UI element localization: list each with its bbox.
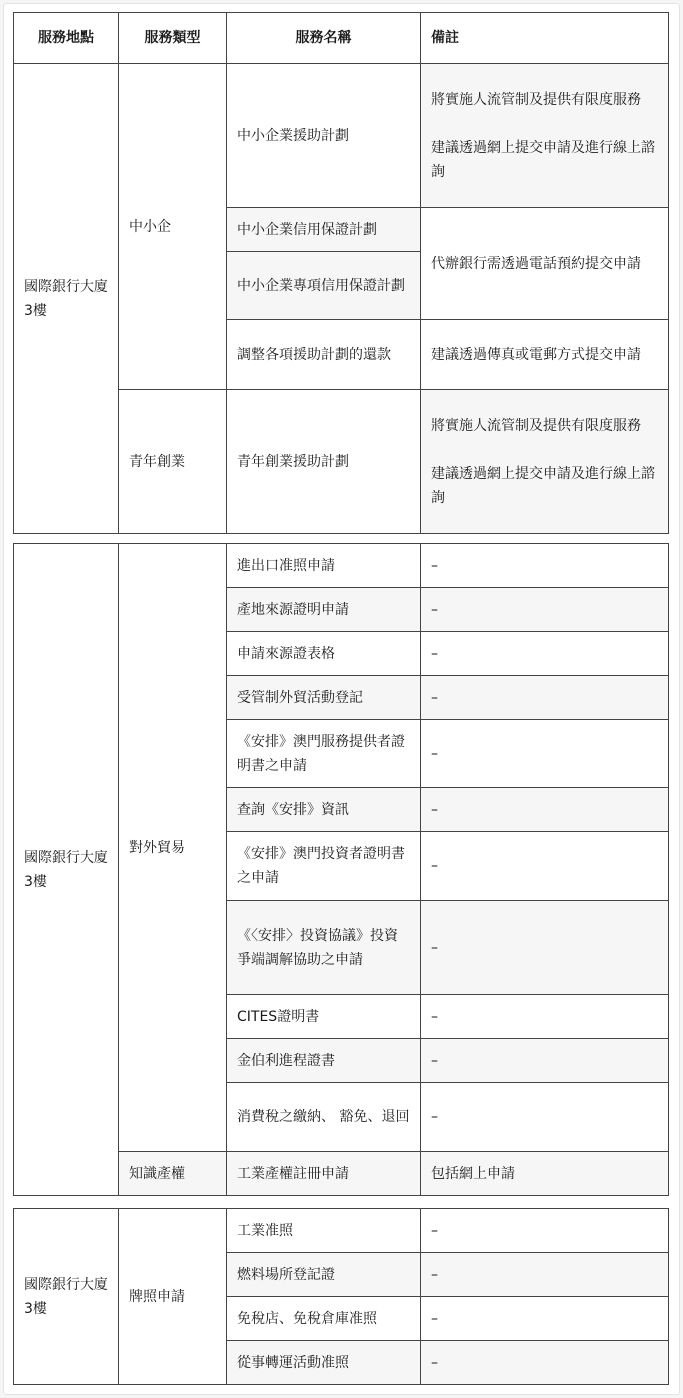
service-name-cell: 中小企業援助計劃 [227,64,421,208]
service-name-cell: 中小企業專項信用保證計劃 [227,252,421,320]
service-name-cell: 金伯利進程證書 [227,1039,421,1083]
table-row [14,544,669,588]
location-cell: 國際銀行大廈3樓 [14,544,119,1196]
type-cell: 中小企 [119,64,227,390]
header-name: 服務名稱 [227,13,421,64]
service-name-cell: 從事轉運活動准照 [227,1341,421,1385]
service-name-cell: 《〈安排〉投資協議》投資爭端調解協助之申請 [227,901,421,995]
service-name-cell: 申請來源證表格 [227,632,421,676]
type-cell: 青年創業 [119,390,227,534]
remark-cell [421,64,669,208]
header-remarks: 備註 [421,13,669,64]
remark-cell: – [421,588,669,632]
service-name-cell: 青年創業援助計劃 [227,390,421,534]
remark-cell: 建議透過傳真或電郵方式提交申請 [421,320,669,390]
remark-cell: – [421,1341,669,1385]
remark-cell: – [421,632,669,676]
remark-cell: – [421,1039,669,1083]
remark-cell [421,390,669,534]
services-table-sme [13,12,669,534]
remark-cell: – [421,676,669,720]
service-name-cell: 消費稅之繳納、 豁免、退回 [227,1083,421,1152]
service-name-cell: 免稅店、免稅倉庫准照 [227,1297,421,1341]
remark-text: 將實施人流管制及提供有限度服務 [431,91,641,108]
service-name-cell: 工業產權註冊申請 [227,1152,421,1196]
remark-cell: – [421,1083,669,1152]
type-cell: 對外貿易 [119,544,227,1152]
service-name-cell: 產地來源證明申請 [227,588,421,632]
remark-cell: – [421,1297,669,1341]
service-name-cell: 燃料場所登記證 [227,1253,421,1297]
remark-cell: – [421,1253,669,1297]
remark-cell: – [421,544,669,588]
table-row [14,64,669,208]
service-name-cell: 中小企業信用保證計劃 [227,208,421,252]
service-name-cell: 《安排》澳門投資者證明書之申請 [227,832,421,901]
remark-text: 建議透過網上提交申請及進行線上諮詢 [431,465,655,506]
remark-text: 將實施人流管制及提供有限度服務 [431,417,641,434]
table-row [14,1209,669,1253]
type-cell: 知識產權 [119,1152,227,1196]
type-cell: 牌照申請 [119,1209,227,1385]
remark-cell: 包括網上申請 [421,1152,669,1196]
header-location: 服務地點 [14,13,119,64]
service-name-cell: 工業准照 [227,1209,421,1253]
service-name-cell: 調整各項援助計劃的還款 [227,320,421,390]
table-header-row [14,13,669,64]
remark-text: 建議透過網上提交申請及進行線上諮詢 [431,139,655,180]
service-name-cell: CITES證明書 [227,995,421,1039]
location-cell: 國際銀行大廈3樓 [14,64,119,534]
services-table-trade [13,543,669,1196]
services-table-license [13,1208,669,1385]
service-name-cell: 查詢《安排》資訊 [227,788,421,832]
remark-cell: – [421,901,669,995]
remark-cell: – [421,832,669,901]
remark-cell: – [421,788,669,832]
service-name-cell: 受管制外貿活動登記 [227,676,421,720]
location-cell: 國際銀行大廈3樓 [14,1209,119,1385]
remark-cell: 代辦銀行需透過電話預約提交申請 [421,208,669,320]
remark-cell: – [421,1209,669,1253]
remark-cell: – [421,995,669,1039]
header-type: 服務類型 [119,13,227,64]
service-name-cell: 進出口准照申請 [227,544,421,588]
remark-cell: – [421,720,669,788]
service-name-cell: 《安排》澳門服務提供者證明書之申請 [227,720,421,788]
